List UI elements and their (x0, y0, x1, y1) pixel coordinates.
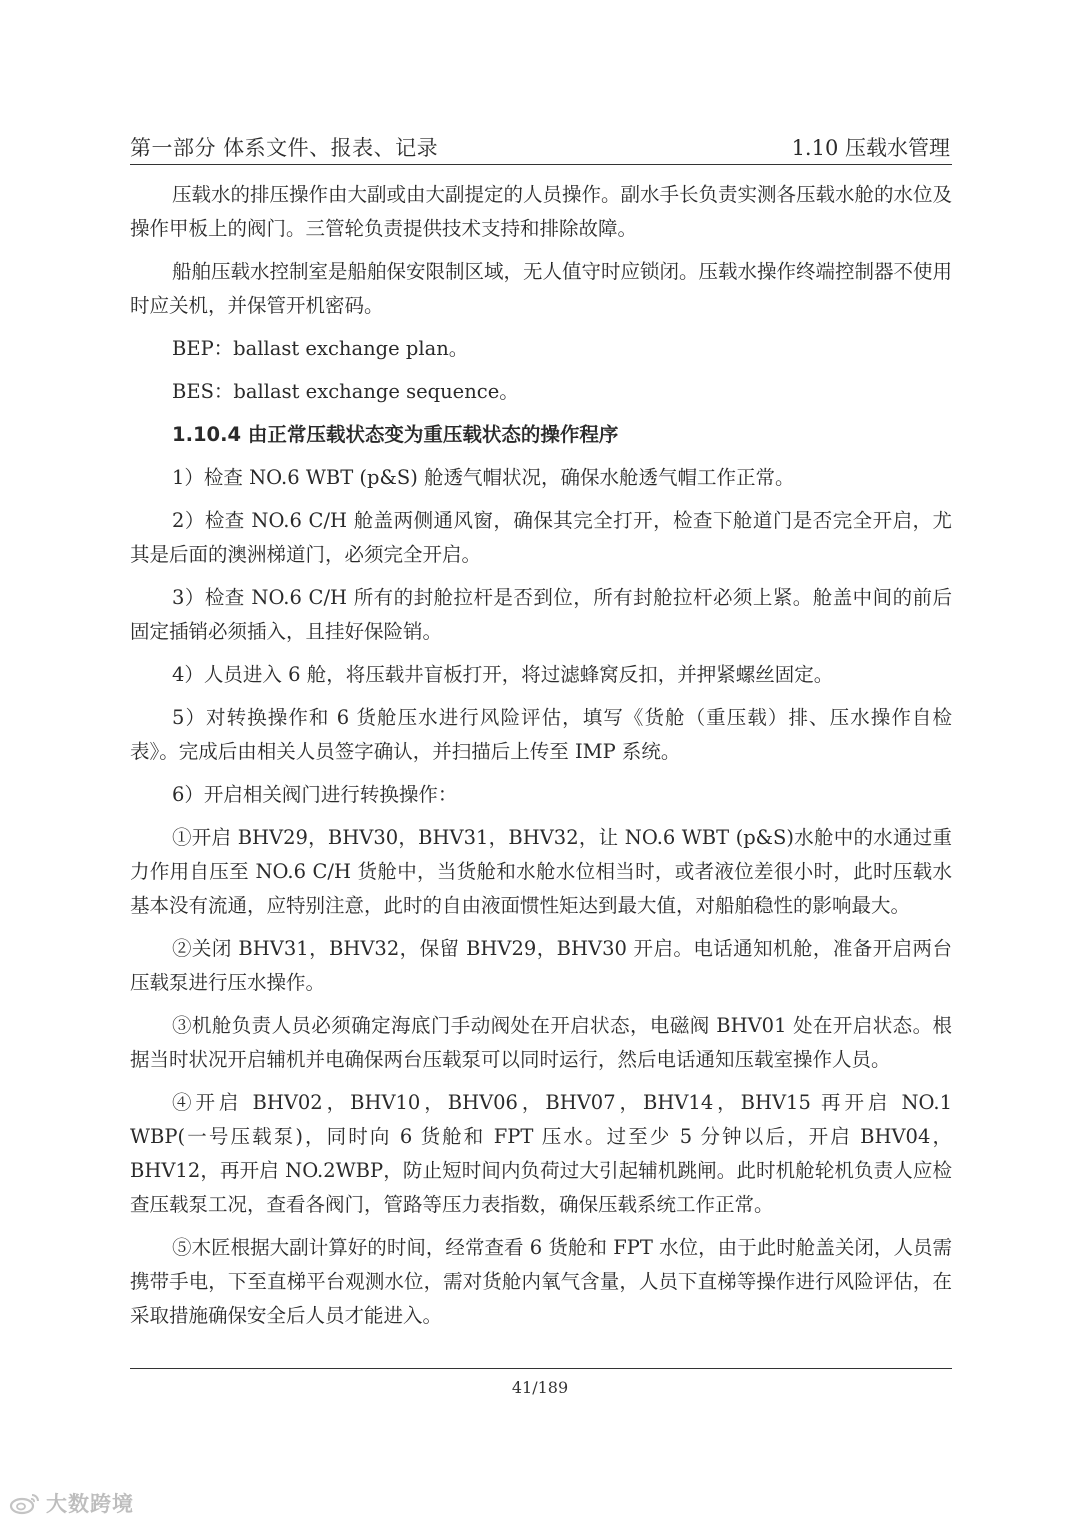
step-3: 3）检查 NO.6 C/H 所有的封舱拉杆是否到位，所有封舱拉杆必须上紧。舱盖中间的前后固定插销必须插入，且挂好保险销。 (130, 586, 952, 643)
step-5: 5）对转换操作和 6 货舱压水进行风险评估，填写《货舱（重压载）排、压水操作自检表》。完成后由相关人员签字确认，并扫描后上传至 IMP 系统。 (130, 706, 952, 763)
paragraph-operator-duties: 压载水的排压操作由大副或由大副提定的人员操作。副水手长负责实测各压载水舱的水位及操作甲板上的阀门。三管轮负责提供技术支持和排除故障。 (130, 183, 953, 240)
header-section-title: 1.10 压载水管理 (791, 136, 950, 160)
watermark-text: 大数跨境 (46, 1492, 134, 1516)
page-body (130, 178, 952, 1342)
paragraph-bep-definition: BEP：ballast exchange plan。 (172, 337, 469, 360)
step-4: 4）人员进入 6 舱，将压载井盲板打开，将过滤蜂窝反扣，并押紧螺丝固定。 (172, 663, 834, 686)
page-number: 41/189 (511, 1378, 569, 1397)
substep-1: ①开启 BHV29，BHV30，BHV31，BHV32，让 NO.6 WBT (p&S)水舱中的水通过重力作用自压至 NO.6 C/H 货舱中，当货舱和水舱水位相当时，或者液位差很小时，此时压载水基本没有流通，应特别注意，此时的自由液面惯性矩达到最大值，对船舶稳性的影响最大。 (130, 826, 952, 917)
paragraph-control-room: 船舶压载水控制室是船舶保安限制区域，无人值守时应锁闭。压载水操作终端控制器不使用时应关机，并保管开机密码。 (130, 260, 953, 317)
watermark (8, 1488, 134, 1518)
step-6: 6）开启相关阀门进行转换操作： (172, 783, 458, 806)
weibo-logo-icon (8, 1491, 42, 1515)
paragraph-bes-definition: BES：ballast exchange sequence。 (172, 380, 519, 403)
substep-3: ③机舱负责人员必须确定海底门手动阀处在开启状态，电磁阀 BHV01 处在开启状态。根据当时状况开启辅机并电确保两台压载泵可以同时运行，然后电话通知压载室操作人员。 (130, 1014, 952, 1071)
section-heading: 1.10.4 由正常压载状态变为重压载状态的操作程序 (172, 423, 619, 446)
step-1: 1）检查 NO.6 WBT (p&S) 舱透气帽状况，确保水舱透气帽工作正常。 (172, 466, 795, 489)
substep-5: ⑤木匠根据大副计算好的时间，经常查看 6 货舱和 FPT 水位，由于此时舱盖关闭，人员需携带手电，下至直梯平台观测水位，需对货舱内氧气含量，人员下直梯等操作进行风险评估，在采取措施确保安全后人员才能进入。 (130, 1236, 952, 1327)
substep-2: ②关闭 BHV31，BHV32，保留 BHV29，BHV30 开启。电话通知机舱，准备开启两台压载泵进行压水操作。 (130, 937, 952, 994)
footer-divider (130, 1368, 952, 1369)
header-part-title: 第一部分 体系文件、报表、记录 (130, 136, 439, 160)
page-header (130, 128, 952, 165)
substep-4: ④开启 BHV02，BHV10，BHV06，BHV07，BHV14，BHV15 再开启 NO.1 WBP(一号压载泵)，同时向 6 货舱和 FPT 压水。过至少 5 分钟以后，开启 BHV04，BHV12，再开启 NO.2WBP，防止短时间内负荷过大引起辅机跳闸。此时机舱轮机负责人应检查压载泵工况，查看各阀门，管路等压力表指数，确保压载系统工作正常。 (130, 1091, 952, 1216)
step-2: 2）检查 NO.6 C/H 舱盖两侧通风窗，确保其完全打开，检查下舱道门是否完全开启，尤其是后面的澳洲梯道门，必须完全开启。 (130, 509, 952, 566)
